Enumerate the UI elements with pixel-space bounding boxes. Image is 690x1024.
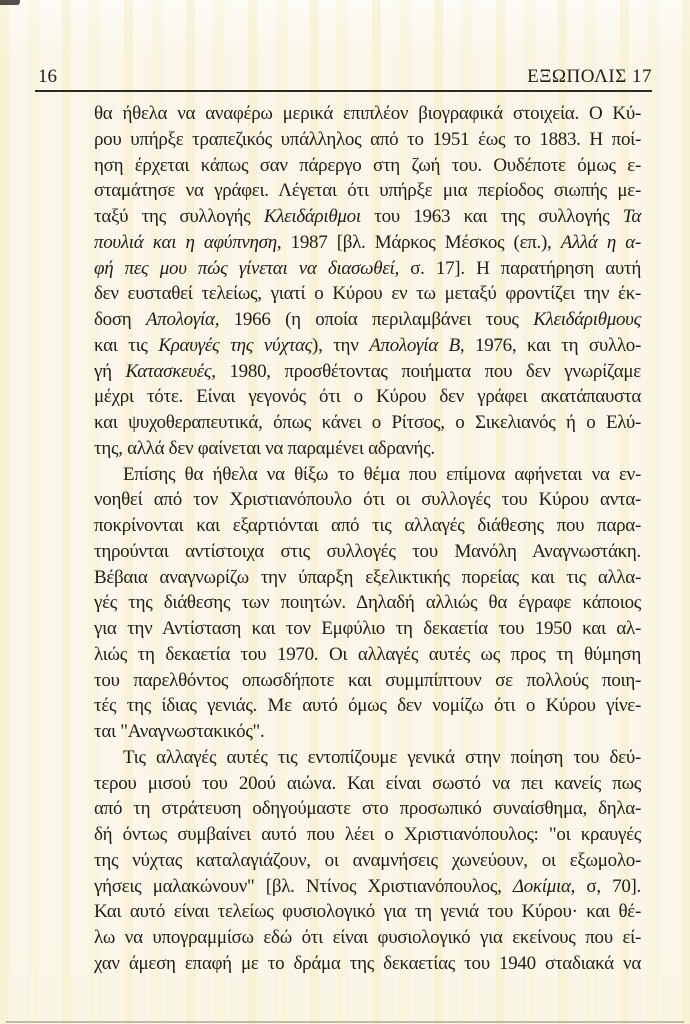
text-line: δή όντως συμβαίνει αυτό που λέει ο Χριστιανόπουλος: "οι κραυγές <box>94 824 641 845</box>
text-line: τές της ίδιας γενιάς. Με αυτό όμως δεν νομίζω ότι ο Κύρου γίνε- <box>94 695 641 717</box>
scan-edge-mark <box>0 0 20 5</box>
text-line: από τη στράτευση οδηγούμαστε στο προσωπικό συναίσθημα, δηλα- <box>94 798 641 820</box>
text-line: Και αυτό είναι τελείως φυσιολογικό για τη γενιά του Κύρου· και θέ- <box>94 901 641 923</box>
text-line: και τις Κραυγές της νύχτας), την Απολογία Β, 1976, και τη συλλο- <box>94 334 642 356</box>
header-rule <box>35 90 652 92</box>
text-line: τερου μισού του 20ού αιώνα. Και είναι σωστό να πει κανείς πως <box>94 772 641 794</box>
text-line: για την Αντίσταση και τον Εμφύλιο τη δεκαετία του 1950 και αλ- <box>94 618 641 639</box>
page-number: 16 <box>38 66 57 87</box>
running-header <box>36 66 652 90</box>
text-line: της νύχτας καταλαγιάζουν, οι αναμνήσεις χωνεύουν, οι εξωμολο- <box>94 849 641 871</box>
text-line: νοηθεί από τον Χριστιανόπουλο ότι οι συλλογές του Κύρου αντα- <box>94 489 641 511</box>
text-line: ρου υπήρξε τραπεζικός υπάλληλος από το 1951 έως το 1883. Η ποί- <box>94 128 641 150</box>
text-line: γήσεις μαλακώνουν" [βλ. Ντίνος Χριστιανόπουλος, Δοκίμια, σ, 70]. <box>94 875 641 897</box>
text-line: δεν ευσταθεί τελείως, γιατί ο Κύρου εν τω μεταξύ φροντίζει την έκ- <box>94 283 641 305</box>
text-line: του παρελθόντος οπωσδήποτε και συμμπίπτουν σε πολλούς ποιη- <box>94 669 641 691</box>
text-line: γή Κατασκευές, 1980, προσθέτοντας ποιήματα που δεν γνωρίζαμε <box>94 360 641 382</box>
text-line: πουλιά και η αφύπνηση, 1987 [βλ. Μάρκος Μέσκος (επ.), Αλλά η α- <box>94 231 642 253</box>
text-line: γές της διάθεσης των ποιητών. Δηλαδή αλλιώς θα έγραφε κάποιος <box>94 592 641 614</box>
text-line: ται "Αναγνωστακικός". <box>94 721 265 742</box>
text-line: Τις αλλαγές αυτές τις εντοπίζουμε γενικά στην ποίηση του δεύ- <box>123 746 641 768</box>
text-line: ηση έρχεται κάπως σαν πάρεργο στη ζωή του. Ουδέποτε όμως ε- <box>94 154 641 176</box>
text-line: σταμάτησε να γράφει. Λέγεται ότι υπήρξε μια περίοδος σιωπής με- <box>94 180 641 202</box>
text-line: της, αλλά δεν φαίνεται να παραμένει αδρανής. <box>94 437 435 459</box>
running-title: ΕΞΩΠΟΛΙΣ 17 <box>527 66 652 87</box>
text-line: λω να υπογραμμίσω εδώ ότι είναι φυσιολογικό για εκείνους που εί- <box>94 927 641 948</box>
text-line: λιώς τη δεκαετία του 1970. Οι αλλαγές αυτές ως προς τη θύμηση <box>94 643 641 665</box>
text-line: χαν άμεση επαφή με το δράμα της δεκαετίας του 1940 σταδιακά να <box>94 952 641 974</box>
text-line: τηρούνται αντίστοιχα στις συλλογές του Μανόλη Αναγνωστάκη. <box>94 540 641 562</box>
scan-bottom-edge <box>6 1021 684 1023</box>
text-line: Βέβαια αναγνωρίζω την ύπαρξη εξελικτικής πορείας και τις αλλα- <box>94 566 641 588</box>
text-line: θα ήθελα να αναφέρω μερικά επιπλέον βιογραφικά στοιχεία. Ο Κύ- <box>94 103 641 124</box>
text-line: και ψυχοθεραπευτικά, όπως κάνει ο Ρίτσος, ο Σικελιανός ή ο Ελύ- <box>94 412 641 433</box>
text-block <box>94 101 641 977</box>
text-line: ταξύ της συλλογής Κλειδάριθμοι του 1963 και της συλλογής Τα <box>94 206 641 227</box>
text-line: φή πες μου πώς γίνεται να διασωθεί, σ. 17]. Η παρατήρηση αυτή <box>94 257 641 279</box>
text-line: μέχρι τότε. Είναι γεγονός ότι ο Κύρου δεν γράφει ακατάπαυστα <box>94 386 641 408</box>
text-line: Επίσης θα ήθελα να θίξω το θέμα που επίμονα αφήνεται να εν- <box>123 463 641 485</box>
text-line: ποκρίνονται και εξαρτιόνται από τις αλλαγές διάθεσης που παρα- <box>94 515 641 536</box>
text-line: δοση Απολογία, 1966 (η οποία περιλαμβάνει τους Κλειδάριθμους <box>94 309 641 330</box>
